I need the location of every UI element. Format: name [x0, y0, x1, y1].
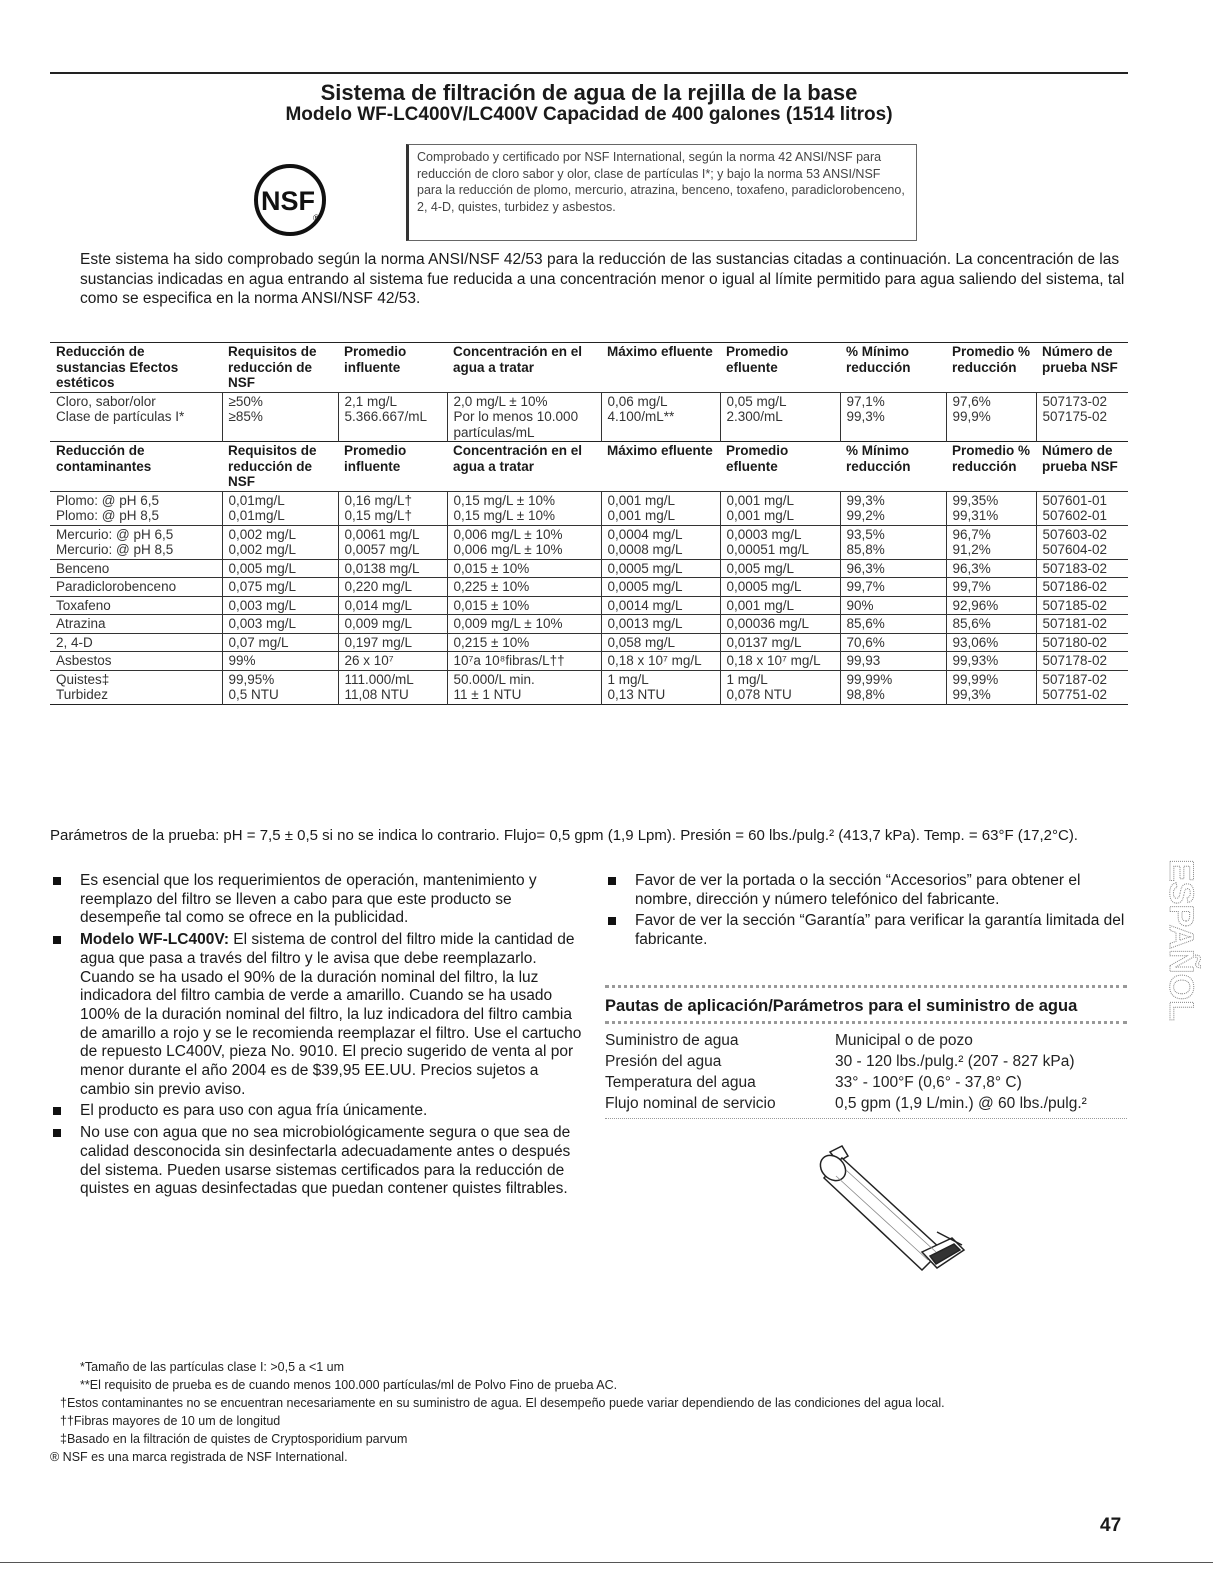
bullet-square-icon — [53, 1107, 61, 1115]
table-cell: 0,220 mg/L — [338, 578, 447, 597]
table-cell: 0,058 mg/L — [601, 633, 720, 652]
table-cell: 0,215 ± 10% — [447, 633, 601, 652]
guideline-label: Flujo nominal de servicio — [605, 1095, 776, 1112]
table-row — [50, 525, 1128, 559]
table-cell: 85,6% — [840, 615, 946, 634]
table-cell: 0,0005 mg/L — [601, 578, 720, 597]
table-cell: 0,009 mg/L — [338, 615, 447, 634]
certification-box: Comprobado y certificado por NSF International, según la norma 42 ANSI/NSF para reducción de cloro sabor y olor, clase de partículas I*; y bajo la norma 53 ANSI/NSF para la reducción de plomo, mercurio, atrazina, benceno, toxafeno, paradiclorobenceno, 2, 4-D, quistes, turbidez y asbestos. — [406, 144, 917, 241]
guideline-value: 33° - 100°F (0,6° - 37,8° C) — [835, 1074, 1022, 1091]
table-cell: 99,7% — [840, 578, 946, 597]
table-cell: 0,16 mg/L† 0,15 mg/L† — [338, 491, 447, 525]
bullet-list-right — [605, 872, 1125, 953]
table-row — [50, 491, 1128, 525]
table-cell: 0,002 mg/L 0,002 mg/L — [222, 525, 338, 559]
column-header: Requisitos de reducción de NSF — [228, 443, 317, 489]
table-cell: 507186-02 — [1036, 578, 1128, 597]
column-header: % Mínimo reducción — [846, 344, 911, 375]
footnote: ‡Basado en la filtración de quistes de Cryptosporidium parvum — [60, 1432, 408, 1446]
table-cell: Cloro, sabor/olor Clase de partículas I* — [56, 393, 185, 424]
guideline-value: 0,5 gpm (1,9 L/min.) @ 60 lbs./pulg.² — [835, 1095, 1087, 1112]
table-cell: 0,01mg/L 0,01mg/L — [222, 491, 338, 525]
table-cell: 0,0137 mg/L — [720, 633, 840, 652]
table-cell: 99% — [222, 652, 338, 671]
column-header: Concentración en el agua a tratar — [453, 443, 583, 474]
bullet-list-left — [50, 872, 585, 1202]
table-cell: 507601-01 507602-01 — [1036, 491, 1128, 525]
table-cell: 93,5% 85,8% — [840, 525, 946, 559]
table-cell: 507603-02 507604-02 — [1036, 525, 1128, 559]
table-cell: 97,6% 99,9% — [946, 392, 1036, 442]
table-cell: 0,0005 mg/L — [601, 559, 720, 578]
table-cell: 50.000/L min. 11 ± 1 NTU — [447, 670, 601, 704]
table-cell: Toxafeno — [56, 597, 111, 613]
table-row — [50, 652, 1128, 671]
footnote: **El requisito de prueba es de cuando menos 100.000 partículas/ml de Polvo Fino de prueba AC. — [80, 1378, 618, 1392]
table-cell: 0,015 ± 10% — [447, 596, 601, 615]
table-header-row — [50, 442, 1128, 492]
guideline-row — [605, 1072, 1127, 1093]
table-cell: 96,3% — [946, 559, 1036, 578]
dotted-divider — [605, 1118, 1127, 1121]
page-title: Sistema de filtración de agua de la rejilla de la base — [320, 80, 858, 105]
bullet-item — [605, 912, 1125, 949]
table-cell: 85,6% — [946, 615, 1036, 634]
column-header: % Mínimo reducción — [846, 443, 911, 474]
side-tab-text: ESPAÑOL — [1162, 859, 1200, 1021]
table-cell: 99,93% — [946, 652, 1036, 671]
table-cell: 0,001 mg/L 0,001 mg/L — [601, 491, 720, 525]
table-cell: 0,001 mg/L — [720, 596, 840, 615]
bullet-square-icon — [608, 917, 616, 925]
test-parameters: Parámetros de la prueba: pH = 7,5 ± 0,5 si no se indica lo contrario. Flujo= 0,5 gpm (1,9 Lpm). Presión = 60 lbs./pulg.² (413,7 kPa). Temp. = 63°F (17,2°C). — [50, 827, 1078, 844]
bullet-square-icon — [53, 1129, 61, 1137]
table-cell: Mercurio: @ pH 6,5 Mercurio: @ pH 8,5 — [56, 526, 174, 557]
table-cell: 507185-02 — [1036, 596, 1128, 615]
table-cell: 0,006 mg/L ± 10% 0,006 mg/L ± 10% — [447, 525, 601, 559]
table-cell: 70,6% — [840, 633, 946, 652]
table-cell: 0,0061 mg/L 0,0057 mg/L — [338, 525, 447, 559]
table-row — [50, 670, 1128, 704]
guideline-value: 30 - 120 lbs./pulg.² (207 - 827 kPa) — [835, 1053, 1075, 1070]
bullet-text: El sistema de control del filtro mide la cantidad de agua que pasa a través del filtro y le avisa que debe reemplazarlo. Cuando se ha usado el 90% de la duración nominal del filtro, la luz indicadora del filtro cambia de verde a amarillo. Cuando se ha usado 100% de la duración nominal del filtro, la luz indicadora del filtro cambia de amarillo a rojo y se le recomienda reemplazar el filtro. Use el cartucho de repuesto LC400V, pieza No. 9010. El precio sugerido de venta al por menor durante el año 2004 es de $39,95 EE.UU. Precios sujetos a cambio sin previo aviso. — [80, 931, 582, 1098]
table-cell: 99,95% 0,5 NTU — [222, 670, 338, 704]
top-rule — [50, 72, 1128, 74]
table-cell: 99,35% 99,31% — [946, 491, 1036, 525]
table-cell: 111.000/mL 11,08 NTU — [338, 670, 447, 704]
table-cell: Plomo: @ pH 6,5 Plomo: @ pH 8,5 — [56, 492, 159, 523]
column-header: Promedio influente — [344, 443, 407, 474]
bullet-square-icon — [53, 936, 61, 944]
table-cell: 0,225 ± 10% — [447, 578, 601, 597]
bullet-text: Es esencial que los requerimientos de operación, mantenimiento y reemplazo del filtro se lleven a cabo para que este producto se desempeñe tal como se ofrece en la publicidad. — [80, 872, 537, 927]
table-cell: 10⁷a 10⁸fibras/L†† — [447, 652, 601, 671]
table-cell: 0,001 mg/L 0,001 mg/L — [720, 491, 840, 525]
table-cell: 507187-02 507751-02 — [1036, 670, 1128, 704]
footnote: ††Fibras mayores de 10 um de longitud — [60, 1414, 281, 1428]
table-cell: 0,0003 mg/L 0,00051 mg/L — [720, 525, 840, 559]
column-header: Máximo efluente — [607, 443, 713, 458]
table-cell: 96,3% — [840, 559, 946, 578]
column-header: Promedio efluente — [726, 344, 789, 375]
table-cell: 0,003 mg/L — [222, 615, 338, 634]
table-cell: 97,1% 99,3% — [840, 392, 946, 442]
table-cell: 0,0014 mg/L — [601, 596, 720, 615]
table-cell: 0,003 mg/L — [222, 596, 338, 615]
table-cell: 0,07 mg/L — [222, 633, 338, 652]
bullet-square-icon — [608, 877, 616, 885]
bullet-item — [50, 1124, 585, 1199]
table-header-row — [50, 343, 1128, 393]
column-header: Reducción de contaminantes — [56, 443, 152, 474]
table-cell: 0,075 mg/L — [222, 578, 338, 597]
bullet-item — [605, 872, 1125, 909]
bullet-bold-label: Modelo WF-LC400V: — [80, 931, 229, 949]
column-header: Promedio efluente — [726, 443, 789, 474]
bullet-item — [50, 1102, 585, 1121]
footnote: ® NSF es una marca registrada de NSF International. — [50, 1450, 348, 1464]
bottom-rule — [0, 1562, 1213, 1563]
table-cell: 0,015 ± 10% — [447, 559, 601, 578]
table-cell: 507180-02 — [1036, 633, 1128, 652]
table-cell: Paradiclorobenceno — [56, 579, 177, 594]
footnote: *Tamaño de las partículas clase I: >0,5 a <1 um — [80, 1360, 345, 1374]
table-cell: 0,0138 mg/L — [338, 559, 447, 578]
table-row — [50, 578, 1128, 597]
footnotes — [50, 1358, 1128, 1466]
guideline-label: Presión del agua — [605, 1053, 722, 1070]
column-header: Concentración en el agua a tratar — [453, 344, 583, 375]
table-cell: 0,0005 mg/L — [720, 578, 840, 597]
table-cell: 0,005 mg/L — [222, 559, 338, 578]
table-row — [50, 596, 1128, 615]
svg-text:®: ® — [313, 213, 320, 223]
table-row — [50, 633, 1128, 652]
table-cell: 0,05 mg/L 2.300/mL — [720, 392, 840, 442]
column-header: Promedio influente — [344, 344, 407, 375]
table-cell: 0,009 mg/L ± 10% — [447, 615, 601, 634]
nsf-logo — [253, 163, 328, 238]
table-cell: 99,93 — [840, 652, 946, 671]
table-cell: 99,3% 99,2% — [840, 491, 946, 525]
table-cell: 0,0004 mg/L 0,0008 mg/L — [601, 525, 720, 559]
filter-cartridge-illustration — [812, 1140, 982, 1280]
intro-paragraph: Este sistema ha sido comprobado según la norma ANSI/NSF 42/53 para la reducción de las sustancias citadas a continuación. La concentración de las sustancias indicadas en agua entrando al sistema fue reducida a una concentración menor o igual al límite permitido para agua saliendo del sistema, tal como se especifica en la norma ANSI/NSF 42/53. — [80, 251, 1125, 307]
table-cell: 2,1 mg/L 5.366.667/mL — [338, 392, 447, 442]
column-header: Promedio % reducción — [952, 443, 1031, 474]
column-header: Número de prueba NSF — [1042, 443, 1118, 474]
application-guidelines — [605, 985, 1127, 1121]
column-header: Requisitos de reducción de NSF — [228, 344, 317, 390]
column-header: Reducción de sustancias Efectos estéticos — [56, 344, 179, 390]
table-cell: 507181-02 — [1036, 615, 1128, 634]
table-cell: 2,0 mg/L ± 10% Por lo menos 10.000 partículas/mL — [447, 392, 601, 442]
table-row — [50, 615, 1128, 634]
table-cell: 507178-02 — [1036, 652, 1128, 671]
column-header: Número de prueba NSF — [1042, 344, 1118, 375]
guidelines-table — [605, 1030, 1127, 1114]
table-cell: 0,005 mg/L — [720, 559, 840, 578]
bullet-text: Favor de ver la sección “Garantía” para verificar la garantía limitada del fabricante. — [635, 912, 1125, 949]
dotted-divider — [605, 1021, 1127, 1024]
table-cell: 2, 4-D — [56, 634, 93, 650]
table-cell: ≥50% ≥85% — [222, 392, 338, 442]
bullet-text: Favor de ver la portada o la sección “Accesorios” para obtener el nombre, dirección y número telefónico del fabricante. — [635, 872, 1081, 908]
table-cell: 99,99% 99,3% — [946, 670, 1036, 704]
table-cell: 1 mg/L 0,13 NTU — [601, 670, 720, 704]
bullet-text: No use con agua que no sea microbiológicamente segura o que sea de calidad desconocida sin desinfectarla adecuadamente antes o después del sistema. Pueden usarse sistemas certificados para la reducción de quistes en aguas desinfectadas que puedan contener quistes filtrables. — [80, 1124, 571, 1198]
guideline-row — [605, 1051, 1127, 1072]
table-cell: 0,00036 mg/L — [720, 615, 840, 634]
nsf-results-table — [50, 342, 1128, 705]
table-cell: 0,18 x 10⁷ mg/L — [601, 652, 720, 671]
table-cell: 0,18 x 10⁷ mg/L — [720, 652, 840, 671]
table-cell: 96,7% 91,2% — [946, 525, 1036, 559]
table-cell: 0,06 mg/L 4.100/mL** — [601, 392, 720, 442]
guideline-label: Suministro de agua — [605, 1032, 739, 1049]
guideline-row — [605, 1030, 1127, 1051]
column-header: Promedio % reducción — [952, 344, 1031, 375]
table-cell: 99,99% 98,8% — [840, 670, 946, 704]
table-cell: Benceno — [56, 560, 110, 576]
page-subtitle: Modelo WF-LC400V/LC400V Capacidad de 400 galones (1514 litros) — [285, 104, 893, 125]
table-cell: Atrazina — [56, 616, 106, 631]
bullet-item — [50, 931, 585, 1099]
table-row — [50, 559, 1128, 578]
guideline-label: Temperatura del agua — [605, 1074, 756, 1091]
table-cell: 0,0013 mg/L — [601, 615, 720, 634]
table-cell: 507173-02 507175-02 — [1036, 392, 1128, 442]
table-cell: 90% — [840, 596, 946, 615]
table-cell: 99,7% — [946, 578, 1036, 597]
table-cell: 0,197 mg/L — [338, 633, 447, 652]
bullet-text: El producto es para uso con agua fría únicamente. — [80, 1102, 428, 1120]
language-side-tab — [1150, 815, 1200, 1065]
table-cell: 0,15 mg/L ± 10% 0,15 mg/L ± 10% — [447, 491, 601, 525]
dotted-divider — [605, 985, 1127, 988]
guidelines-heading: Pautas de aplicación/Parámetros para el suministro de agua — [605, 997, 1078, 1015]
guideline-value: Municipal o de pozo — [835, 1032, 973, 1049]
table-cell: 26 x 10⁷ — [338, 652, 447, 671]
footnote: †Estos contaminantes no se encuentran necesariamente en su suministro de agua. El desempeño puede variar dependiendo de las condiciones del agua local. — [60, 1396, 945, 1410]
table-cell: 507183-02 — [1036, 559, 1128, 578]
nsf-table-body — [50, 343, 1128, 705]
bullet-square-icon — [53, 877, 61, 885]
table-cell: 93,06% — [946, 633, 1036, 652]
column-header: Máximo efluente — [607, 344, 713, 359]
table-cell: Asbestos — [56, 653, 112, 668]
bullet-item — [50, 872, 585, 928]
guideline-row — [605, 1093, 1127, 1114]
table-cell: Quistes‡ Turbidez — [56, 671, 110, 702]
table-cell: 92,96% — [946, 596, 1036, 615]
nsf-logo-text: NSF — [261, 186, 315, 216]
table-cell: 0,014 mg/L — [338, 596, 447, 615]
table-cell: 1 mg/L 0,078 NTU — [720, 670, 840, 704]
page-number: 47 — [1100, 1515, 1122, 1536]
table-row — [50, 392, 1128, 442]
